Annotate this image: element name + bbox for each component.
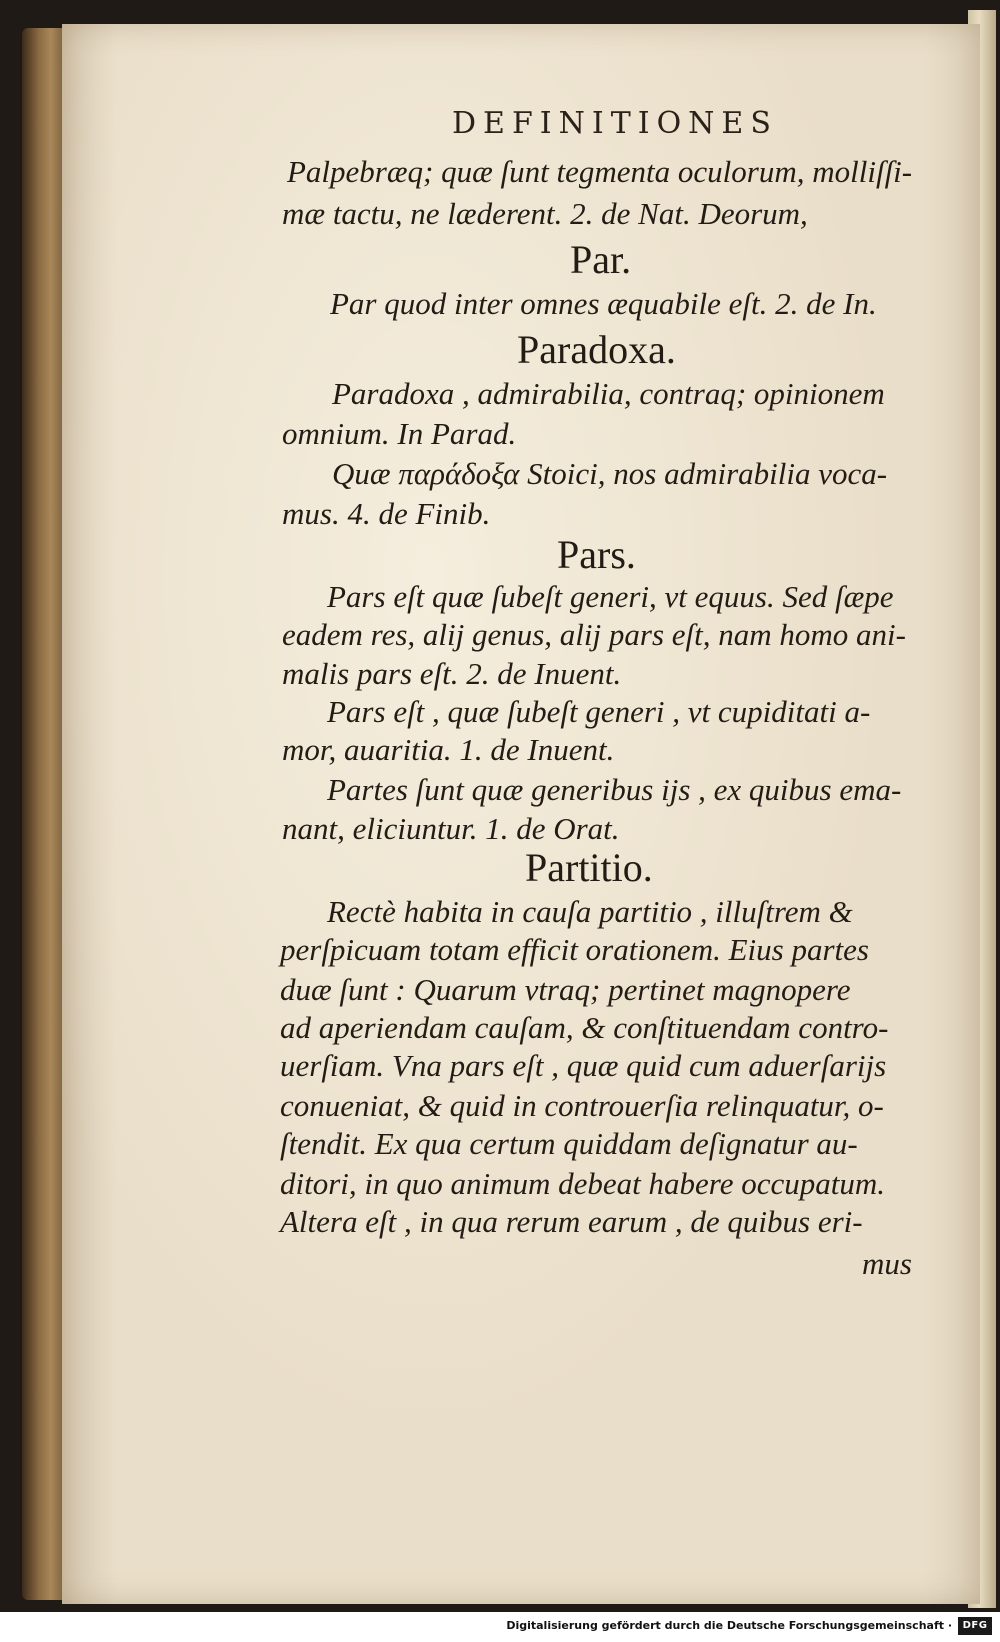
text-line: duæ ſunt : Quarum vtraq; pertinet magnopere	[280, 972, 851, 1007]
text-line: Partes ſunt quæ generibus ijs , ex quibus ema-	[327, 772, 902, 807]
text-line: malis pars eſt. 2. de Inuent.	[282, 656, 622, 691]
book-page	[62, 24, 980, 1604]
text-line: Quæ παράδοξα Stoici, nos admirabilia voca-	[332, 456, 888, 491]
entry-heading: Par.	[570, 237, 632, 282]
entry-heading: Paradoxa.	[517, 327, 676, 372]
text-line: eadem res, alij genus, alij pars eſt, nam homo ani-	[282, 617, 906, 652]
text-line: mus. 4. de Finib.	[282, 496, 491, 531]
text-line: mæ tactu, ne læderent. 2. de Nat. Deorum,	[282, 196, 808, 231]
page-text	[62, 24, 980, 1604]
text-line: ditori, in quo animum debeat habere occupatum.	[280, 1166, 885, 1201]
text-line: Pars eſt quæ ſubeſt generi, vt equus. Sed ſæpe	[327, 579, 894, 614]
text-line: Altera eſt , in qua rerum earum , de quibus eri-	[280, 1204, 863, 1239]
entry-heading: Partitio.	[525, 845, 653, 890]
dfg-logo-icon: DFG	[958, 1617, 992, 1635]
running-head: DEFINITIONES	[452, 106, 778, 141]
text-line: nant, eliciuntur. 1. de Orat.	[282, 811, 620, 846]
text-line: ad aperiendam cauſam, & conſtituendam contro-	[280, 1010, 889, 1045]
text-line: mor, auaritia. 1. de Inuent.	[282, 732, 615, 767]
text-line: omnium. In Parad.	[282, 416, 517, 451]
funding-credit: Digitalisierung gefördert durch die Deutsche Forschungsgemeinschaft ·	[506, 1619, 952, 1632]
text-line: mus	[862, 1246, 912, 1281]
text-line: perſpicuam totam efficit orationem. Eius partes	[280, 932, 869, 967]
text-line: Pars eſt , quæ ſubeſt generi , vt cupiditati a-	[327, 694, 871, 729]
text-line: Paradoxa , admirabilia, contraq; opinionem	[332, 376, 885, 411]
footer-bar	[0, 1612, 1000, 1642]
text-line: Par quod inter omnes æquabile eſt. 2. de In.	[330, 286, 877, 321]
text-line: Rectè habita in cauſa partitio , illuſtrem &	[327, 894, 853, 929]
entry-heading: Pars.	[557, 532, 636, 577]
text-line: uerſiam. Vna pars eſt , quæ quid cum aduerſarijs	[280, 1048, 887, 1083]
text-line: ſtendit. Ex qua certum quiddam deſignatur au-	[280, 1126, 858, 1161]
text-line: conueniat, & quid in controuerſia relinquatur, o-	[280, 1088, 884, 1123]
text-line: Palpebræq; quæ ſunt tegmenta oculorum, molliſſi-	[287, 154, 913, 189]
